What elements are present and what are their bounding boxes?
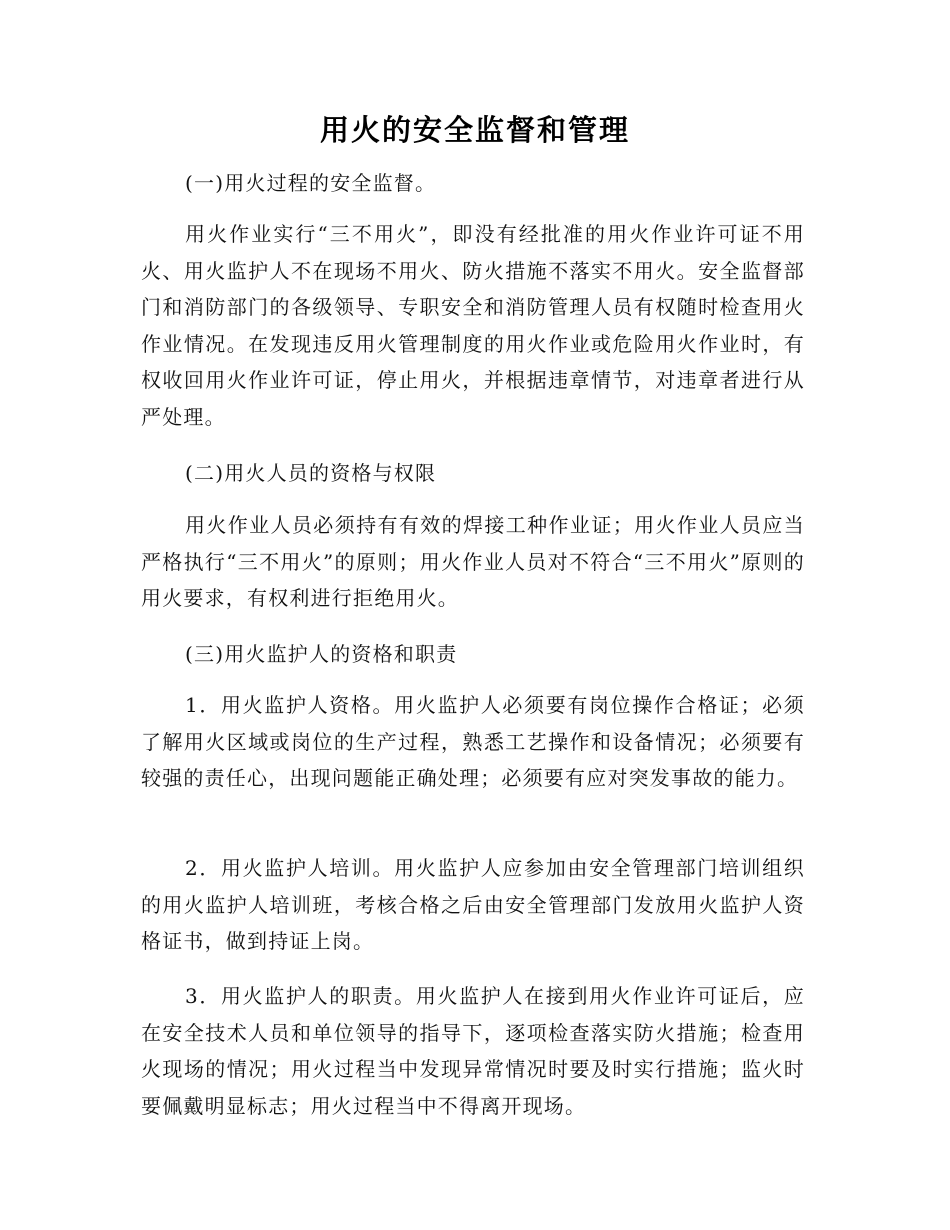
paragraph-guardian-duties: 3．用火监护人的职责。用火监护人在接到用火作业许可证后，应在安全技术人员和单位领导的指导下，逐项检查落实防火措施；检查用火现场的情况；用火过程当中发现异常情况时要及时实行措施；监火时要佩戴明显标志；用火过程当中不得离开现场。 xyxy=(141,984,805,1118)
paragraph-personnel-qualification: 用火作业人员必须持有有效的焊接工种作业证；用火作业人员应当严格执行“三不用火”的原则；用火作业人员对不符合“三不用火”原则的用火要求，有权利进行拒绝用火。 xyxy=(141,513,805,610)
section-heading-1: (一)用火过程的安全监督。 xyxy=(185,171,437,195)
section-heading-2: (二)用火人员的资格与权限 xyxy=(185,461,437,485)
paragraph-fire-supervision: 用火作业实行“三不用火”，即没有经批准的用火作业许可证不用火、用火监护人不在现场不用火、防火措施不落实不用火。安全监督部门和消防部门的各级领导、专职安全和消防管理人员有权随时检查用火作业情况。在发现违反用火管理制度的用火作业或危险用火作业时，有权收回用火作业许可证，停止用火，并根据违章情节，对违章者进行从严处理。 xyxy=(141,222,805,429)
paragraph-guardian-training: 2．用火监护人培训。用火监护人应参加由安全管理部门培训组织的用火监护人培训班，考核合格之后由安全管理部门发放用火监护人资格证书，做到持证上岗。 xyxy=(141,856,805,953)
section-heading-3: (三)用火监护人的资格和职责 xyxy=(185,642,458,666)
page-title: 用火的安全监督和管理 xyxy=(319,113,630,147)
paragraph-guardian-qualification: 1．用火监护人资格。用火监护人必须要有岗位操作合格证；必须了解用火区域或岗位的生产过程，熟悉工艺操作和设备情况；必须要有较强的责任心，出现问题能正确处理；必须要有应对突发事故的能力。 xyxy=(141,693,805,790)
